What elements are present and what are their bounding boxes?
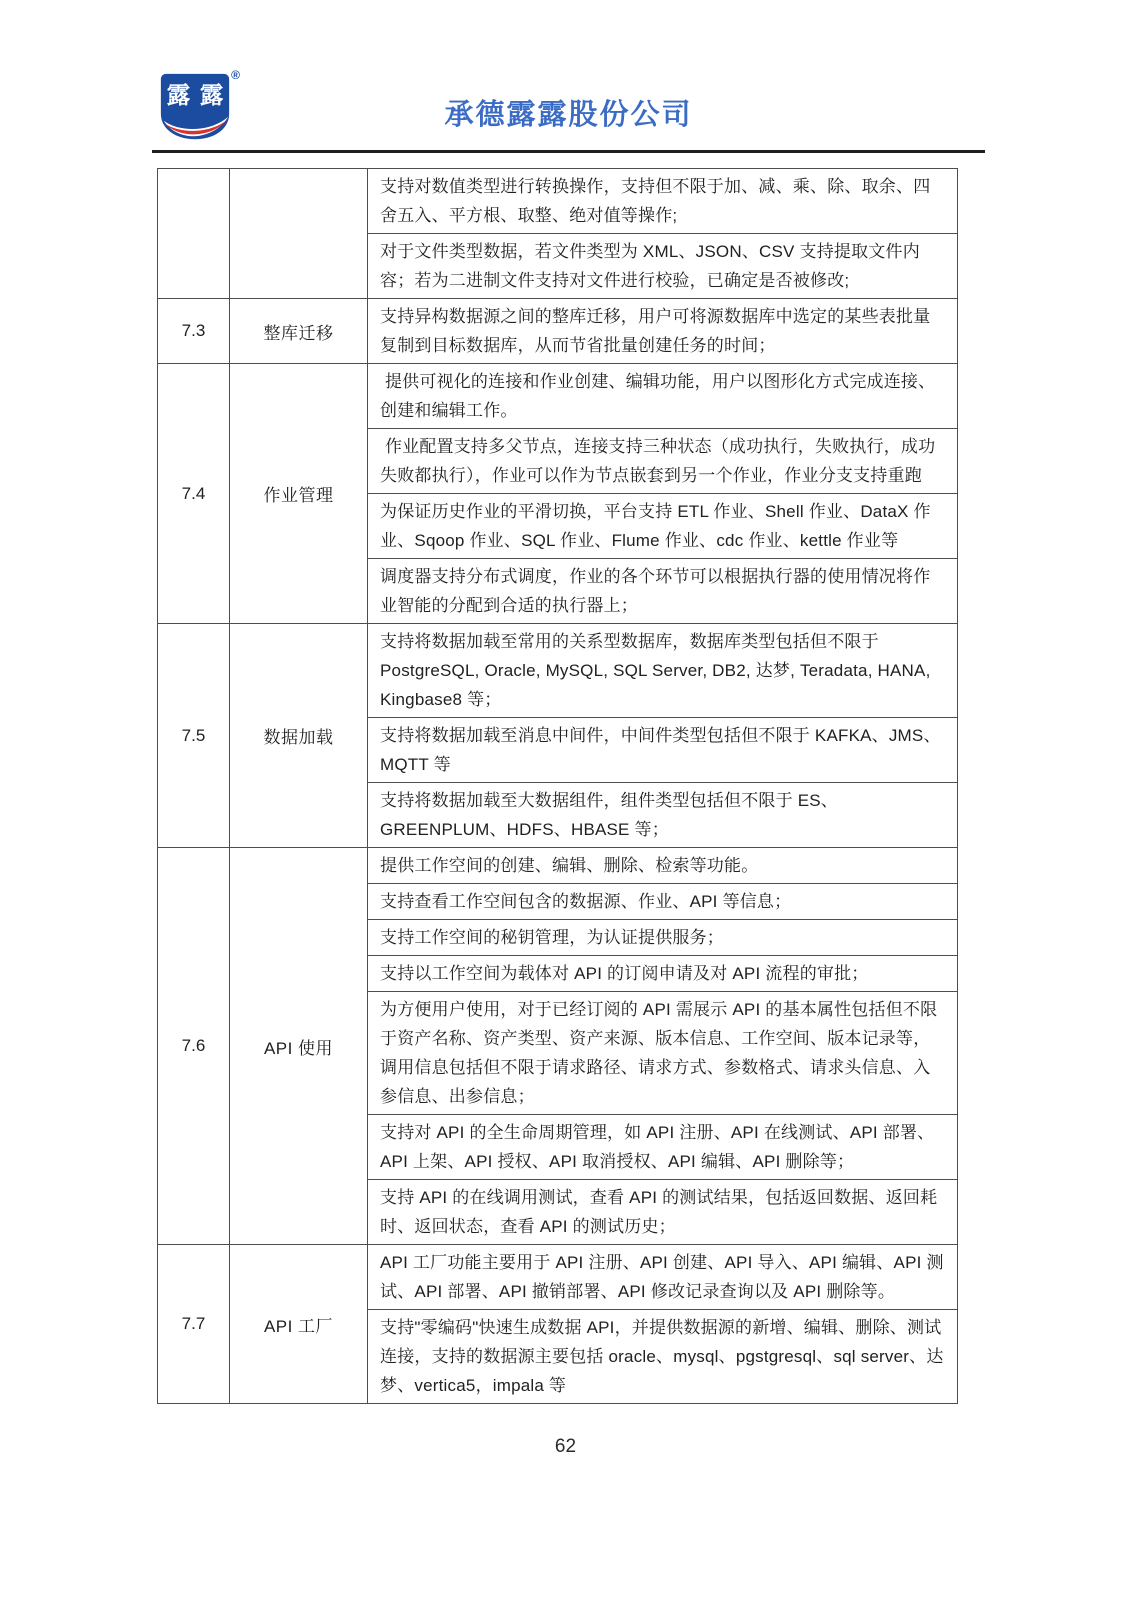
table-group <box>158 299 957 364</box>
page-number: 62 <box>554 1436 577 1457</box>
spec-text-cell: 作业配置支持多父节点，连接支持三种状态（成功执行，失败执行，成功失败都执行），作业可以作为节点嵌套到另一个作业，作业分支支持重跑 <box>368 428 957 493</box>
table-group <box>158 848 957 1245</box>
spec-items <box>368 299 957 363</box>
table-group <box>158 364 957 624</box>
spec-text-cell: 提供可视化的连接和作业创建、编辑功能，用户以图形化方式完成连接、创建和编辑工作。 <box>380 372 936 420</box>
spec-text-cell: 支持查看工作空间包含的数据源、作业、API 等信息； <box>368 883 957 919</box>
spec-text-cell: 为方便用户使用，对于已经订阅的 API 需展示 API 的基本属性包括但不限于资产名称、资产类型、资产来源、版本信息、工作空间、版本记录等，调用信息包括但不限于请求路径、请求方式、参数格式、请求头信息、入参信息、出参信息； <box>368 991 957 1114</box>
spec-text-cell: 支持将数据加载至大数据组件，组件类型包括但不限于 ES、GREENPLUM、HDFS、HBASE 等； <box>368 782 957 847</box>
page-header <box>152 68 985 132</box>
page-footer <box>0 1436 1131 1458</box>
category-cell: 整库迁移 <box>230 299 368 363</box>
spec-text-cell: 对于文件类型数据，若文件类型为 XML、JSON、CSV 支持提取文件内容；若为二进制文件支持对文件进行校验，已确定是否被修改; <box>368 233 957 298</box>
table-group <box>158 1245 957 1403</box>
category-cell: API 使用 <box>230 848 368 1244</box>
table-group <box>158 624 957 848</box>
category-cell: 数据加载 <box>230 624 368 847</box>
spec-text-cell: 支持将数据加载至消息中间件，中间件类型包括但不限于 KAFKA、JMS、MQTT 等 <box>368 717 957 782</box>
category-cell: API 工厂 <box>230 1245 368 1403</box>
spec-text-cell: 支持"零编码"快速生成数据 API，并提供数据源的新增、编辑、删除、测试连接，支持的数据源主要包括 oracle、mysql、pgstgresql、sql server、达梦、vertica5，impala 等 <box>368 1309 957 1403</box>
spec-text-cell: 支持将数据加载至常用的关系型数据库，数据库类型包括但不限于 PostgreSQL, Oracle, MySQL, SQL Server, DB2, 达梦, Teradata, HANA, Kingbase8 等； <box>380 632 936 709</box>
row-id-cell <box>158 169 230 298</box>
spec-text-cell: 支持工作空间的秘钥管理，为认证提供服务； <box>368 919 957 955</box>
spec-text-cell: 调度器支持分布式调度，作业的各个环节可以根据执行器的使用情况将作业智能的分配到合适的执行器上； <box>368 558 957 623</box>
spec-text-cell: 提供工作空间的创建、编辑、删除、检索等功能。 <box>380 856 759 875</box>
spec-items <box>368 364 957 623</box>
company-logo <box>156 70 242 150</box>
spec-table <box>157 168 958 1404</box>
svg-text:露: 露 <box>166 82 191 109</box>
row-id-cell: 7.3 <box>158 299 230 363</box>
table-group <box>158 169 957 299</box>
row-id-cell: 7.5 <box>158 624 230 847</box>
row-id-cell: 7.7 <box>158 1245 230 1403</box>
registered-trademark-icon: ® <box>231 68 240 82</box>
spec-text-cell: 支持对数值类型进行转换操作，支持但不限于加、减、乘、除、取余、四舍五入、平方根、取整、绝对值等操作; <box>380 177 931 225</box>
spec-text-cell: 支持以工作空间为载体对 API 的订阅申请及对 API 流程的审批； <box>368 955 957 991</box>
svg-text:露: 露 <box>199 82 224 109</box>
row-id-cell: 7.4 <box>158 364 230 623</box>
lulu-brand-logo-icon <box>156 70 234 148</box>
spec-items <box>368 1245 957 1403</box>
header-divider <box>152 150 985 153</box>
spec-text-cell: 支持异构数据源之间的整库迁移，用户可将源数据库中选定的某些表批量复制到目标数据库，从而节省批量创建任务的时间； <box>380 307 931 355</box>
category-cell: 作业管理 <box>230 364 368 623</box>
row-id-cell: 7.6 <box>158 848 230 1244</box>
spec-text-cell: 为保证历史作业的平滑切换，平台支持 ETL 作业、Shell 作业、DataX 作业、Sqoop 作业、SQL 作业、Flume 作业、cdc 作业、kettle 作业等 <box>368 493 957 558</box>
category-cell <box>230 169 368 298</box>
spec-text-cell: 支持 API 的在线调用测试，查看 API 的测试结果，包括返回数据、返回耗时、返回状态，查看 API 的测试历史； <box>368 1179 957 1244</box>
spec-text-cell: API 工厂功能主要用于 API 注册、API 创建、API 导入、API 编辑、API 测试、API 部署、API 撤销部署、API 修改记录查询以及 API 删除等。 <box>380 1253 944 1301</box>
spec-text-cell: 支持对 API 的全生命周期管理，如 API 注册、API 在线测试、API 部署、API 上架、API 授权、API 取消授权、API 编辑、API 删除等； <box>368 1114 957 1179</box>
company-name-title: 承德露露股份公司 <box>444 99 693 131</box>
spec-items <box>368 848 957 1244</box>
spec-items <box>368 624 957 847</box>
spec-items <box>368 169 957 298</box>
